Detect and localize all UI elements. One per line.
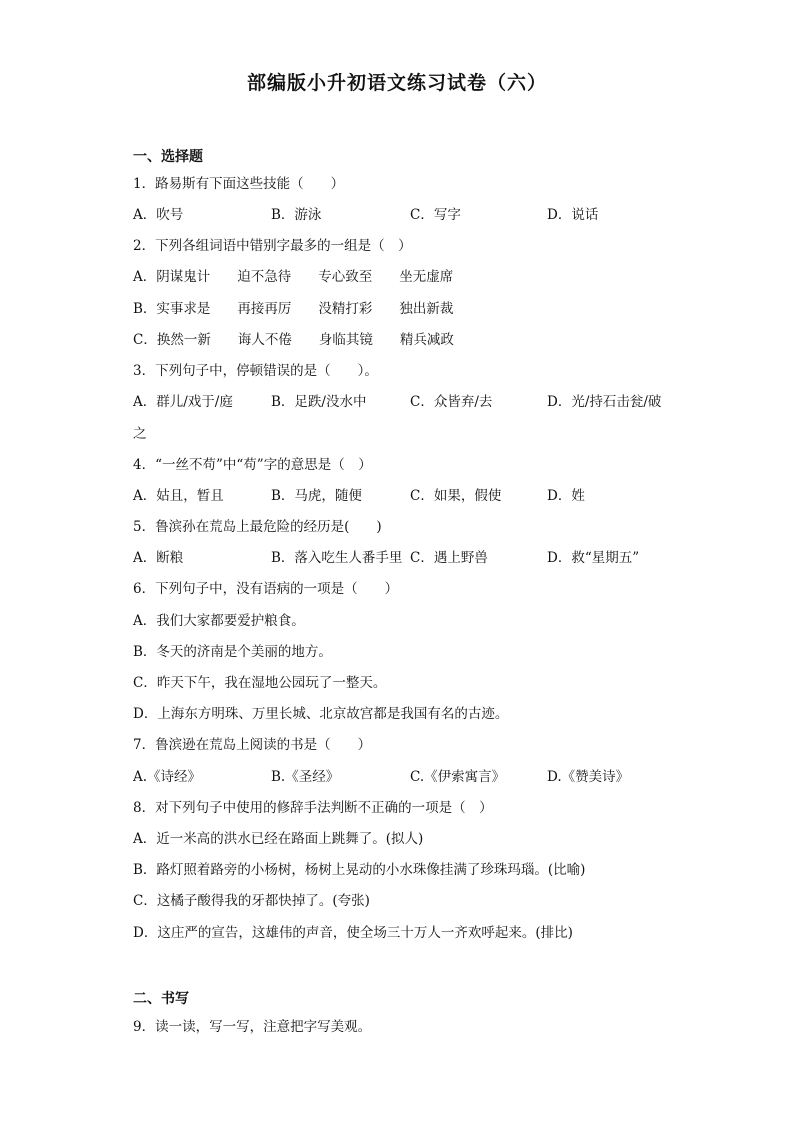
question-7-option-b: B.《圣经》 xyxy=(271,769,340,785)
question-1-stem: 1．路易斯有下面这些技能（ ） xyxy=(133,176,345,192)
question-2-option-c: C．换然一新 诲人不倦 身临其镜 精兵减政 xyxy=(133,332,454,348)
question-4-option-b: B．马虎，随便 xyxy=(271,488,362,504)
question-2-option-a: A．阴谋鬼计 迫不急待 专心致至 坐无虚席 xyxy=(133,269,454,285)
question-1-option-b: B．游泳 xyxy=(271,207,322,223)
question-1-option-a: A．吹号 xyxy=(133,207,184,223)
question-6-option-d: D．上海东方明珠、万里长城、北京故宫都是我国有名的古迹。 xyxy=(133,706,509,722)
question-6-stem: 6．下列句子中，没有语病的一项是（ ） xyxy=(133,581,399,597)
section-heading-writing: 二、书写 xyxy=(133,991,189,1007)
question-3-option-d: D．光/持石击瓮/破 xyxy=(547,394,662,410)
question-5-option-b: B．落入吃生人番手里 xyxy=(271,550,403,566)
question-4-option-d: D．姓 xyxy=(547,488,585,504)
question-8-option-c: C．这橘子酸得我的牙都快掉了。(夸张) xyxy=(133,893,370,909)
question-3-option-c: C．众皆弃/去 xyxy=(410,394,493,410)
question-5-option-a: A．断粮 xyxy=(133,550,184,566)
question-7-option-a: A.《诗经》 xyxy=(133,769,202,785)
question-4-option-a: A．姑且，暂且 xyxy=(133,488,224,504)
question-8-stem: 8．对下列句子中使用的修辞手法判断不正确的一项是（ ） xyxy=(133,800,493,816)
question-6-option-c: C．昨天下午，我在湿地公园玩了一整天。 xyxy=(133,675,387,691)
question-7-stem: 7．鲁滨逊在荒岛上阅读的书是（ ） xyxy=(133,737,372,753)
question-5-option-d: D．救“星期五” xyxy=(547,550,640,566)
question-2-stem: 2．下列各组词语中错别字最多的一组是（ ） xyxy=(133,238,412,254)
question-3-option-a: A．群儿/戏于/庭 xyxy=(133,394,233,410)
question-4-stem: 4．“一丝不苟”中“苟”字的意思是（ ） xyxy=(133,457,372,473)
question-8-option-d: D．这庄严的宣告，这雄伟的声音，使全场三十万人一齐欢呼起来。(排比) xyxy=(133,925,573,941)
question-7-option-d: D.《赞美诗》 xyxy=(547,769,630,785)
page-title: 部编版小升初语文练习试卷（六） xyxy=(246,72,547,94)
question-6-option-b: B．冬天的济南是个美丽的地方。 xyxy=(133,644,332,660)
section-heading-choice: 一、选择题 xyxy=(133,149,203,165)
question-7-option-c: C.《伊索寓言》 xyxy=(410,769,506,785)
question-6-option-a: A．我们大家都要爱护粮食。 xyxy=(133,613,305,629)
question-4-option-c: C．如果，假使 xyxy=(410,488,502,504)
question-8-option-a: A．近一米高的洪水已经在路面上跳舞了。(拟人) xyxy=(133,831,424,847)
question-3-stem: 3．下列句子中，停顿错误的是（ ）。 xyxy=(133,363,378,379)
question-1-option-d: D．说话 xyxy=(547,207,599,223)
question-8-option-b: B．路灯照着路旁的小杨树，杨树上晃动的小水珠像挂满了珍珠玛瑙。(比喻) xyxy=(133,862,586,878)
question-9-stem: 9．读一读，写一写，注意把字写美观。 xyxy=(133,1019,372,1035)
question-5-option-c: C．遇上野兽 xyxy=(410,550,488,566)
question-5-stem: 5．鲁滨孙在荒岛上最危险的经历是( ) xyxy=(133,519,382,535)
question-3-option-b: B．足跌/没水中 xyxy=(271,394,367,410)
question-2-option-b: B．实事求是 再接再厉 没精打彩 独出新裁 xyxy=(133,301,454,317)
question-3-option-d-continuation: 之 xyxy=(133,426,147,442)
question-1-option-c: C．写字 xyxy=(410,207,461,223)
